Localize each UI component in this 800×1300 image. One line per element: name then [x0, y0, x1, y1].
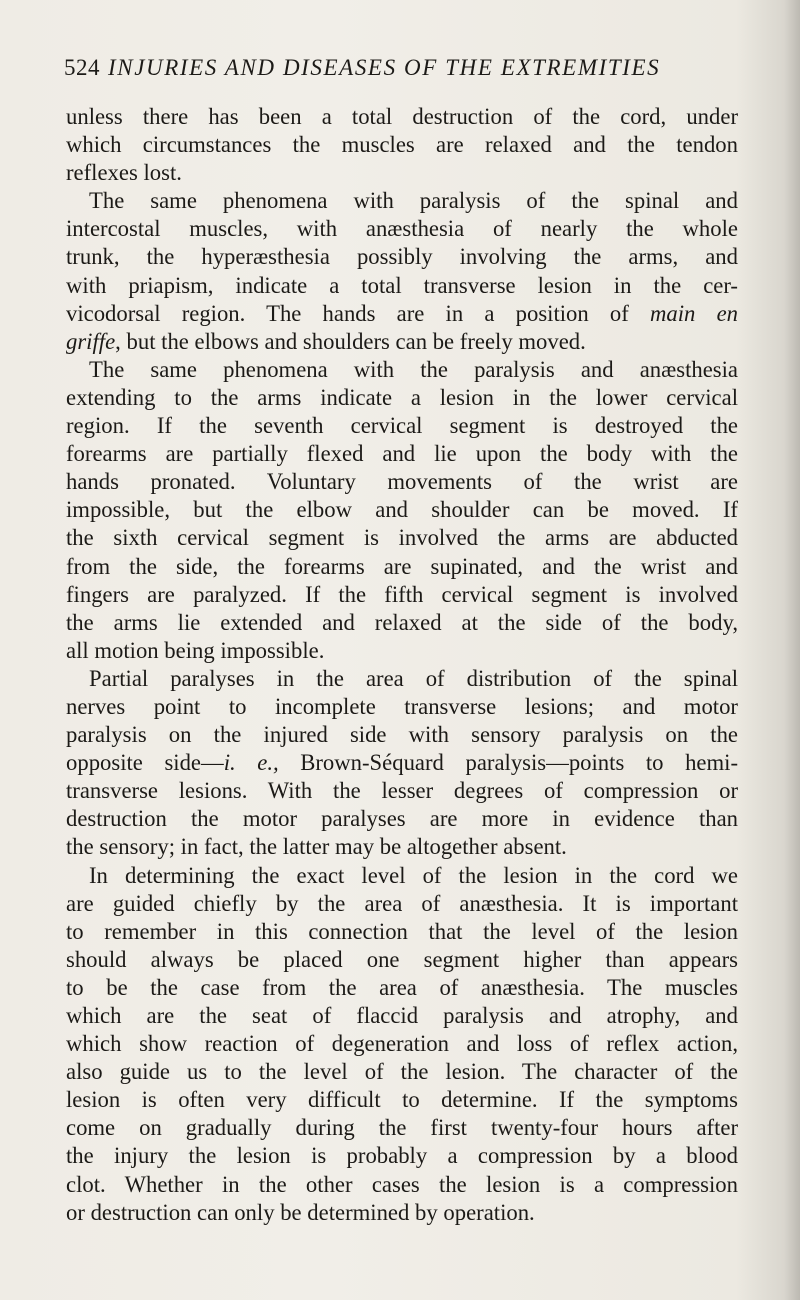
text-line: forearms are partially flexed and lie upon the body with the — [66, 441, 738, 467]
text-line: trunk, the hyperæsthesia possibly involving the arms, and — [66, 244, 738, 270]
text-line: hands pronated. Voluntary movements of the wrist are — [66, 469, 738, 495]
text-line: The same phenomena with the paralysis and anæsthesia — [89, 356, 738, 382]
running-header — [64, 54, 744, 82]
italic-phrase: griffe — [66, 328, 116, 354]
text-line: the injury the lesion is probably a compression by a blood — [66, 1143, 738, 1169]
text-line: destruction the motor paralyses are more in evidence than — [66, 806, 738, 832]
text-line: Partial paralyses in the area of distribution of the spinal — [89, 665, 738, 691]
text-line: region. If the seventh cervical segment is destroyed the — [66, 413, 738, 439]
text-line — [66, 300, 738, 328]
text-line: extending to the arms indicate a lesion in the lower cervical — [66, 384, 738, 410]
italic-phrase: main en — [650, 300, 738, 326]
text-line: reflexes lost. — [66, 160, 182, 186]
paragraph — [66, 356, 738, 665]
italic-phrase: i. e., — [223, 750, 279, 776]
text-line: the arms lie extended and relaxed at the side of the body, — [66, 609, 738, 635]
body-text — [66, 103, 738, 1227]
text-line: fingers are paralyzed. If the fifth cervical segment is involved — [66, 581, 738, 607]
text-line: nerves point to incomplete transverse lesions; and motor — [66, 693, 738, 719]
paragraph — [66, 187, 738, 356]
text-line: which circumstances the muscles are relaxed and the tendon — [66, 132, 738, 158]
text-line: which are the seat of flaccid paralysis and atrophy, and — [66, 1003, 738, 1028]
text-line: the sensory; in fact, the latter may be altogether absent. — [66, 834, 567, 860]
text-line: to be the case from the area of anæsthesia. The muscles — [66, 974, 738, 1000]
text-line: paralysis on the injured side with sensory paralysis on the — [66, 722, 738, 748]
text-line: all motion being impossible. — [66, 637, 325, 663]
text-line: with priapism, indicate a total transverse lesion in the cer- — [66, 272, 738, 298]
text-line: come on gradually during the first twenty-four hours after — [66, 1115, 738, 1141]
text-line: lesion is often very difficult to determine. If the symptoms — [66, 1087, 738, 1113]
text-line: are guided chiefly by the area of anæsthesia. It is important — [66, 890, 738, 916]
text-segment: vicodorsal region. The hands are in a position of — [66, 300, 629, 326]
text-line: which show reaction of degeneration and loss of reflex action, — [66, 1031, 738, 1057]
text-segment: Brown-Séquard paralysis—points to hemi- — [278, 750, 738, 776]
text-line: to remember in this connection that the level of the lesion — [66, 918, 738, 944]
paragraph — [66, 103, 738, 187]
text-segment: , but the elbows and shoulders can be freely moved. — [115, 328, 586, 354]
text-line: transverse lesions. With the lesser degrees of compression or — [66, 778, 738, 804]
text-segment: opposite side— — [66, 750, 224, 776]
paragraph — [66, 665, 738, 862]
text-line — [66, 328, 738, 356]
text-line: impossible, but the elbow and shoulder can be moved. If — [66, 497, 738, 523]
text-line: clot. Whether in the other cases the lesion is a compression — [66, 1171, 738, 1197]
text-line: the sixth cervical segment is involved the arms are abducted — [66, 525, 738, 551]
page-number: 524 — [64, 55, 100, 80]
text-line: The same phenomena with paralysis of the spinal and — [89, 188, 738, 214]
text-line: intercostal muscles, with anæsthesia of nearly the whole — [66, 216, 738, 242]
text-line: from the side, the forearms are supinated, and the wrist and — [66, 553, 738, 579]
text-line: or destruction can only be determined by operation. — [66, 1199, 535, 1225]
text-line: unless there has been a total destruction of the cord, under — [66, 104, 738, 129]
text-line: In determining the exact level of the lesion in the cord we — [89, 862, 738, 888]
text-line: should always be placed one segment higher than appears — [66, 946, 738, 972]
running-title: INJURIES AND DISEASES OF THE EXTREMITIES — [108, 55, 661, 80]
paragraph — [66, 862, 738, 1227]
text-line — [66, 749, 738, 777]
text-line: also guide us to the level of the lesion. The character of the — [66, 1059, 738, 1085]
